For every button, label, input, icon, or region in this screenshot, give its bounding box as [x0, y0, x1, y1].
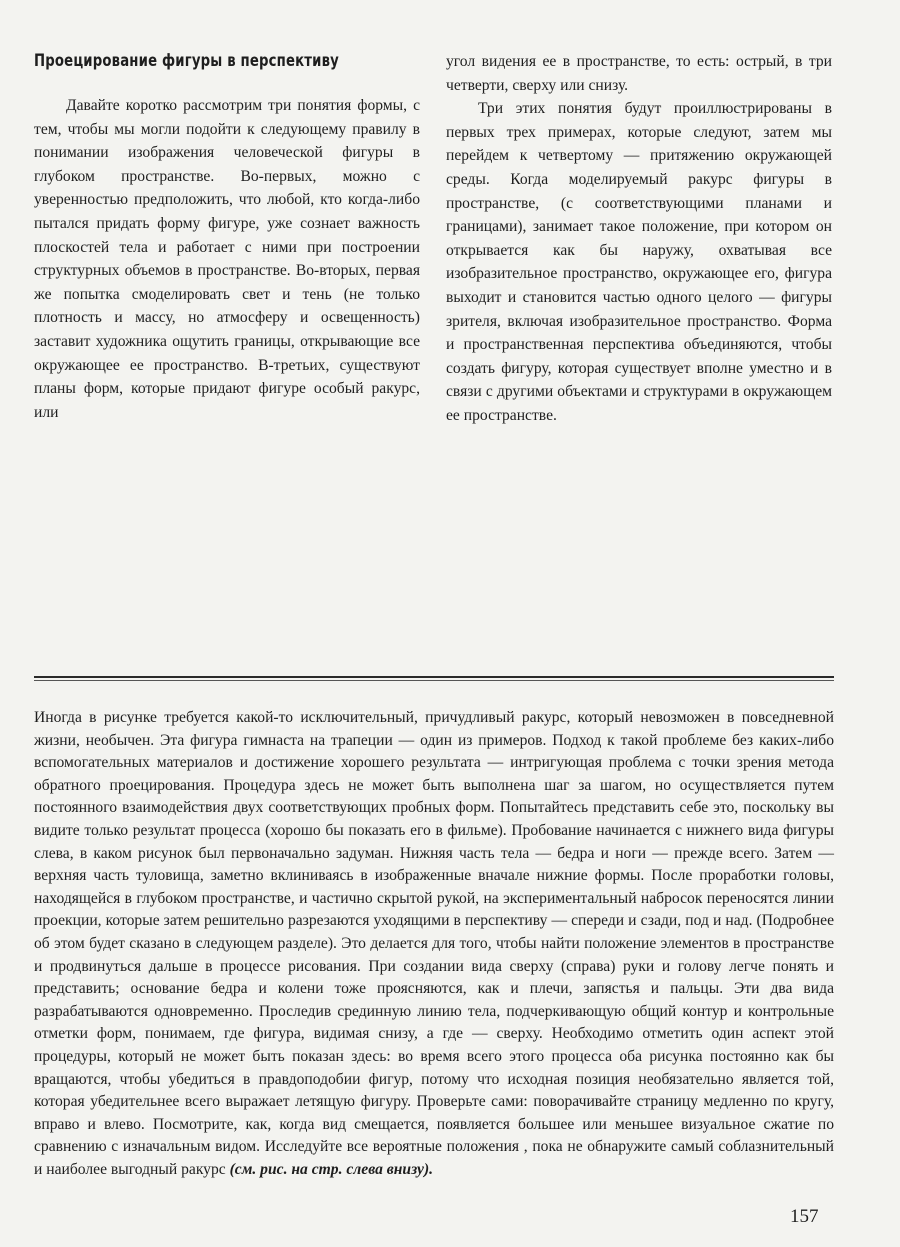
divider-line-thick	[34, 676, 834, 678]
bottom-text-block	[34, 707, 834, 1181]
divider-line-thin	[34, 680, 834, 681]
bottom-body: Иногда в рисунке требуется какой-то исключительный, причудливый ракурс, который невозможен в повседневной жизни, необычен. Эта фигура гимнаста на трапеции — один из примеров. Подход к такой проблеме без каких-либо вспомогательных материалов и достижение хорошего результата — интригующая проблема с точки зрения метода обратного проецирования. Процедура здесь не может быть выполнена шаг за шагом, но осуществляется путем постоянного взаимодействия двух соответствующих пробных форм. Попытайтесь представить себе это, поскольку вы видите только результат процесса (хорошо бы показать его в фильме). Пробование начинается с нижнего вида фигуры слева, в каком рисунок был первоначально задуман. Нижняя часть тела — бедра и ноги — прежде всего. Затем — верхняя часть туловища, заметно вклиниваясь в изображенные вначале нижние формы. После проработки головы, находящейся в глубоком пространстве, и частично скрытой рукой, на экспериментальный набросок переносятся линии проекции, которые затем решительно разрезаются уходящими в перспективу — спереди и сзади, под и над. (Подробнее об этом будет сказано в следующем разделе). Это делается для того, чтобы найти положение элементов в пространстве и продвинуться дальше в процессе рисования. При создании вида сверху (справа) руки и голову легче понять и представить; основание бедра и колени тоже проясняются, как и плечи, запястья и пальцы. Эти два вида разрабатываются одновременно. Проследив срединную линию тела, подчеркивающую общий контур и контрольные отметки форм, понимаем, где фигура, видимая снизу, а где — сверху. Необходимо отметить один аспект этой процедуры, который не может быть показан здесь: во время всего этого процесса оба рисунка постоянно как бы вращаются, чтобы убедиться в правдоподобии фигур, потому что исходная позиция необязательно является той, которая убедительнее всего выражает летящую фигуру. Проверьте сами: поворачивайте страницу медленно по кругу, вправо и влево. Посмотрите, как, когда вид смещается, появляется большее или меньшее визуальное сжатие по сравнению с изначальным видом. Исследуйте все вероятные положения , пока не обнаружите самый соблазнительный и наиболее выгодный ракурс	[34, 709, 834, 1178]
bottom-paragraph	[34, 707, 834, 1181]
page-title: Проецирование фигуры в перспективу	[34, 51, 339, 71]
left-column	[34, 50, 420, 424]
right-continuation: угол видения ее в пространстве, то есть: острый, в три четверти, сверху или снизу.	[446, 53, 832, 94]
page-number: 157	[790, 1206, 819, 1227]
right-paragraph: Три этих понятия будут проиллюстрированы в первых трех примерах, которые следуют, затем мы перейдем к четвертому — притяжению окружающей среды. Когда моделируемый ракурс фигуры в пространстве, (с соответствующими планами и границами), занимает такое положение, при котором он открывается как бы наружу, охватывая все изобразительное пространство, окружающее его, фигура выходит и становится частью одного целого — фигуры зрителя, включая изобразительное пространство. Форма и пространственная перспектива объединяются, чтобы создать фигуру, которая существует вполне уместно и в связи с другими объектами и структурами в окружающем ее пространстве.	[446, 100, 832, 424]
section-divider	[34, 676, 834, 683]
figure-reference: (см. рис. на стр. слева внизу).	[229, 1160, 434, 1178]
right-column	[446, 50, 832, 428]
left-paragraph: Давайте коротко рассмотрим три понятия формы, с тем, чтобы мы могли подойти к следующему правилу в понимании изображения человеческой фигуры в глубоком пространстве. Во-первых, можно с уверенностью предположить, что любой, кто когда-либо пытался придать форму фигуре, уже сознает важность плоскостей тела и работает с ними при построении структурных объемов в пространстве. Во-вторых, первая же попытка смоделировать свет и тень (не только плотность и массу, но атмосферу и освещенность) заставит художника ощутить границы, открывающие все окружающее ее пространство. В-третьих, существуют планы форм, которые придают фигуре особый ракурс, или	[34, 97, 420, 421]
